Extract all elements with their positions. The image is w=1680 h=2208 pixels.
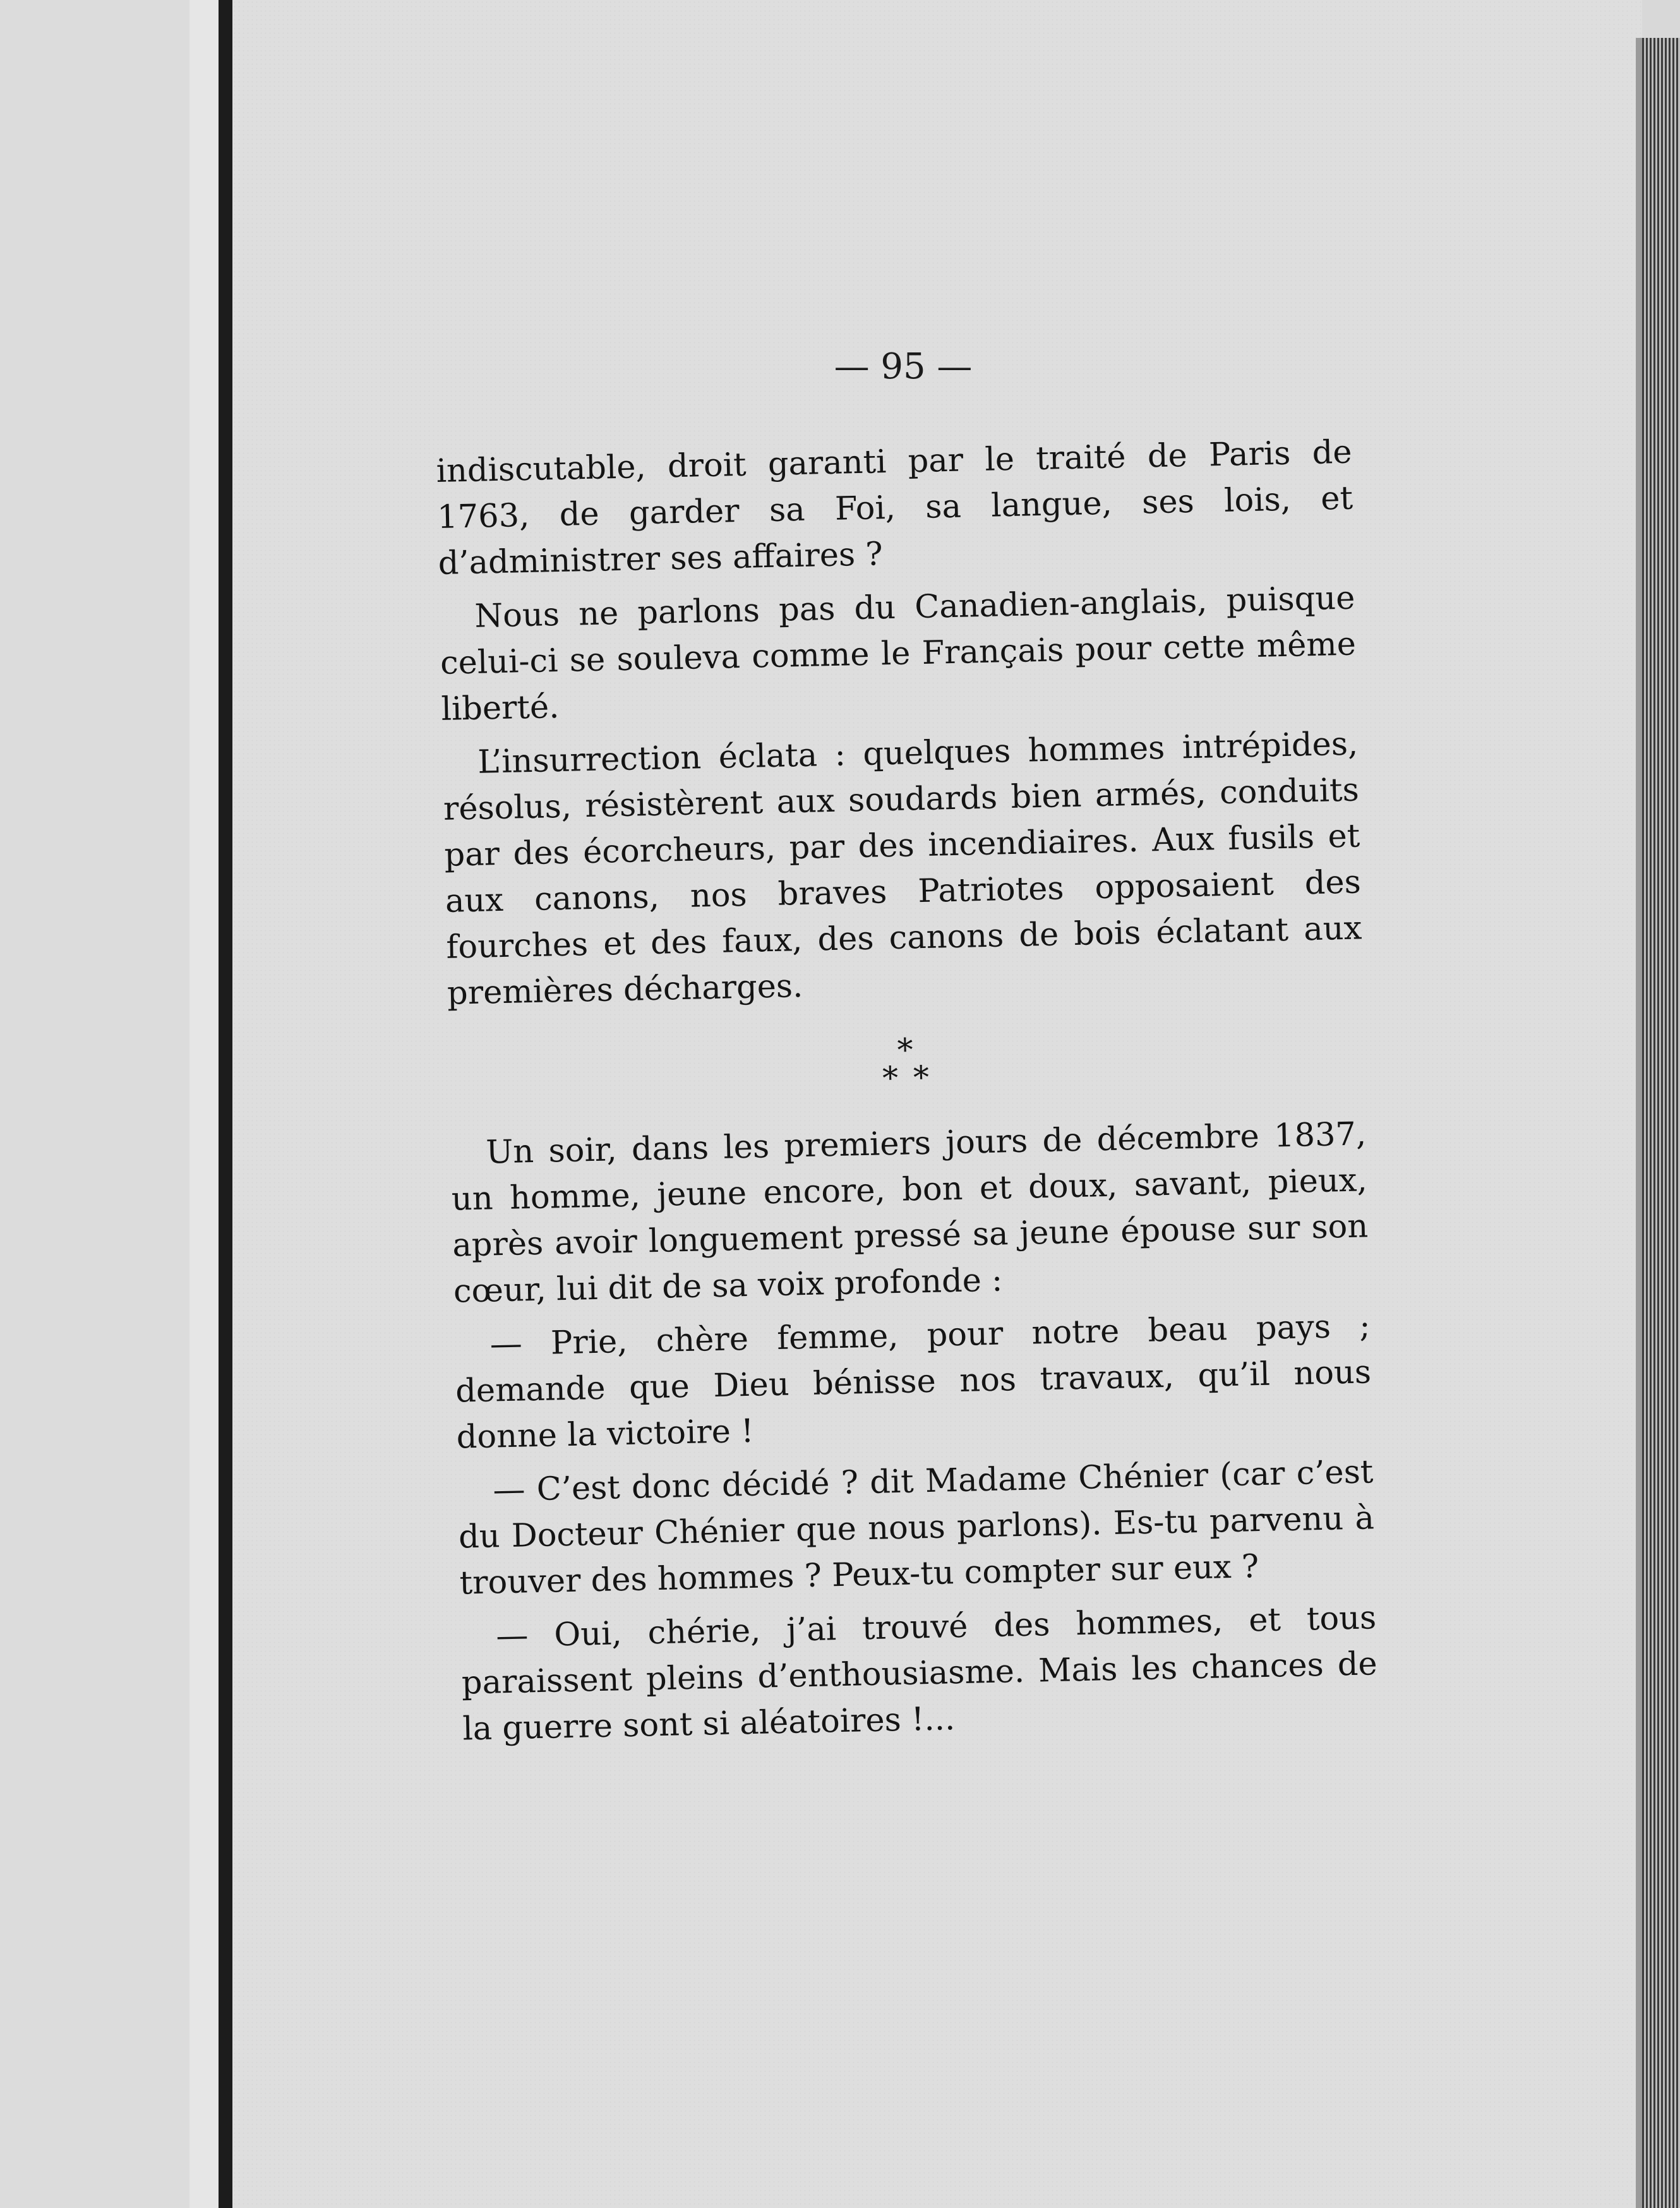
paragraph: Un soir, dans les premiers jours de décembre 1837, un homme, jeune encore, bon et doux, savant, pieux, après avoir longuement pressé sa jeune épouse sur son cœur, lui dit de sa voix profonde : bbox=[451, 1115, 1369, 1311]
book-gutter bbox=[219, 0, 232, 2208]
page-stack-edges bbox=[1642, 38, 1680, 2208]
section-separator bbox=[448, 1026, 1365, 1101]
separator-asterisk-top: * bbox=[897, 1031, 916, 1069]
left-page-margin bbox=[0, 0, 215, 2208]
page-number: — 95 — bbox=[834, 346, 973, 387]
paragraph: L’insurrection éclata : quelques hommes intrépides, résolus, résistèrent aux soudards bien armés, conduits par des écorcheurs, par des incendiaires. Aux fusils et aux canons, nos braves Patriotes opposaient des fourches et des faux, des canons de bois éclatant aux premières décharges. bbox=[443, 725, 1362, 1012]
paragraph: Nous ne parlons pas du Canadien-anglais, puisque celui-ci se souleva comme le Français pour cette même liberté. bbox=[440, 579, 1357, 728]
paragraph: indiscutable, droit garanti par le traité de Paris de 1763, de garder sa Foi, sa langue, ses lois, et d’administrer ses affaires ? bbox=[436, 433, 1353, 582]
dialogue-paragraph: — C’est donc décidé ? dit Madame Chénier (car c’est du Docteur Chénier que nous parlons). Es-tu parvenu à trouver des hommes ? Peux-tu compter sur eux ? bbox=[458, 1453, 1375, 1602]
separator-asterisks-bottom: * * bbox=[882, 1059, 932, 1097]
dialogue-paragraph: — Prie, chère femme, pour notre beau pays ; demande que Dieu bénisse nos travaux, qu’il nous donne la victoire ! bbox=[455, 1307, 1372, 1456]
page-text bbox=[436, 429, 1379, 1760]
dialogue-paragraph: — Oui, chérie, j’ai trouvé des hommes, et tous paraissent pleins d’enthousiasme. Mais les chances de la guerre sont si aléatoires !... bbox=[461, 1599, 1378, 1748]
left-page-edge bbox=[189, 0, 219, 2208]
